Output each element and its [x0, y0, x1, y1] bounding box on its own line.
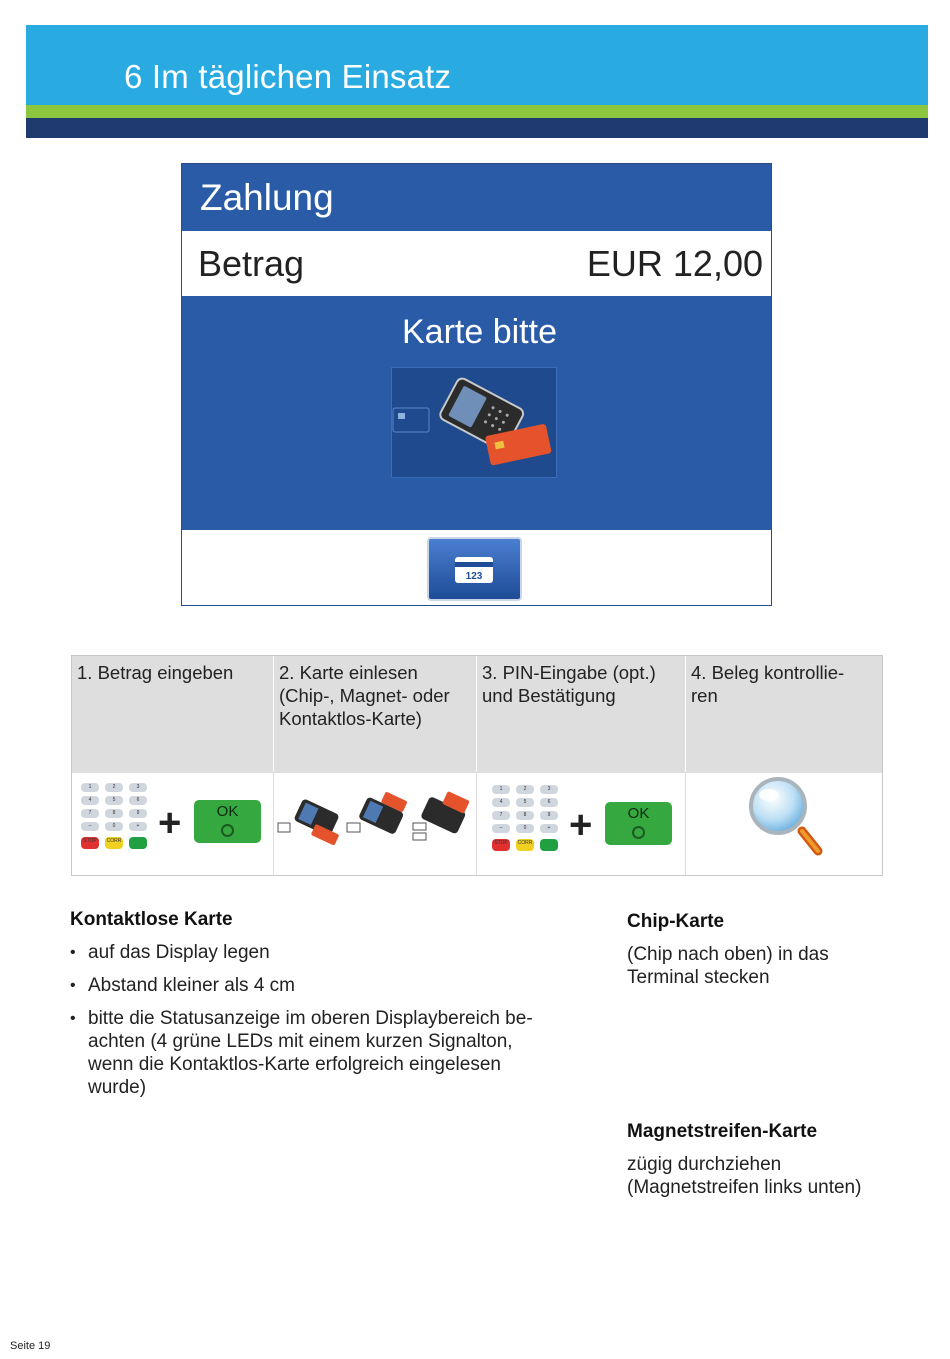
magnifier-icon [686, 773, 882, 873]
list-item: • bitte die Statusanzeige im oberen Displaybereich be- achten (4 grüne LEDs mit einem kurzen Signalton, wenn die Kontaktlos-Karte erfolgreich eingelesen wurde) [70, 1007, 580, 1099]
keypad-icon: 1 2 3 4 5 6 7 8 9 -- 0 + STOP CORR [81, 783, 149, 853]
page-title: 6 Im täglichen Einsatz [124, 58, 452, 95]
step-2-cell [274, 656, 477, 772]
steps-table [71, 655, 883, 876]
screen-title-bar [182, 164, 771, 231]
step-3-label: 3. PIN-Eingabe (opt.) und Bestätigung [482, 662, 656, 706]
screen-bottom-bar [182, 530, 771, 605]
step-2-visual [274, 772, 477, 875]
chip-heading: Chip-Karte [627, 911, 725, 932]
plus-sign: + [569, 803, 593, 847]
ok-key-icon: OK [194, 800, 261, 843]
step-4-label: 4. Beleg kontrollie- ren [691, 662, 845, 706]
pin-entry-button [427, 537, 522, 601]
step-1-cell [72, 656, 274, 772]
list-item: • Abstand kleiner als 4 cm [70, 974, 580, 997]
magnet-heading: Magnetstreifen-Karte [627, 1121, 818, 1142]
amount-label: Betrag [198, 243, 305, 284]
screen-title: Zahlung [200, 177, 334, 218]
contactless-list [70, 941, 580, 1109]
amount-value: EUR 12,00 [586, 243, 763, 284]
step-1-label: 1. Betrag eingeben [77, 662, 234, 683]
step-1-visual [72, 772, 274, 875]
amount-row [182, 231, 771, 296]
page-number: Seite 19 [10, 1340, 51, 1352]
card-prompt-area [182, 296, 771, 530]
list-item: • auf das Display legen [70, 941, 580, 964]
keypad-icon: 1 2 3 4 5 6 7 8 9 -- 0 + STOP CORR [492, 785, 560, 855]
header-stripe-green [26, 105, 928, 118]
step-3-visual [477, 772, 686, 875]
header-stripe-navy [26, 118, 928, 138]
ok-key-icon: OK [605, 802, 672, 845]
card-prompt: Karte bitte [402, 313, 557, 351]
pin-button-label: 123 [465, 571, 483, 582]
card-reading-icon [274, 773, 474, 873]
terminal-screen [181, 163, 772, 606]
card-insert-icon [391, 367, 557, 478]
step-2-label: 2. Karte einlesen (Chip-, Magnet- oder Kontaktlos-Karte) [279, 662, 450, 729]
chip-text: (Chip nach oben) in das Terminal stecken [627, 944, 829, 988]
contactless-heading: Kontaktlose Karte [70, 909, 233, 930]
magnet-text: zügig durchziehen (Magnetstreifen links unten) [627, 1154, 862, 1198]
step-4-cell [686, 656, 882, 772]
step-3-cell [477, 656, 686, 772]
step-4-visual [686, 772, 882, 875]
plus-sign: + [158, 801, 182, 845]
